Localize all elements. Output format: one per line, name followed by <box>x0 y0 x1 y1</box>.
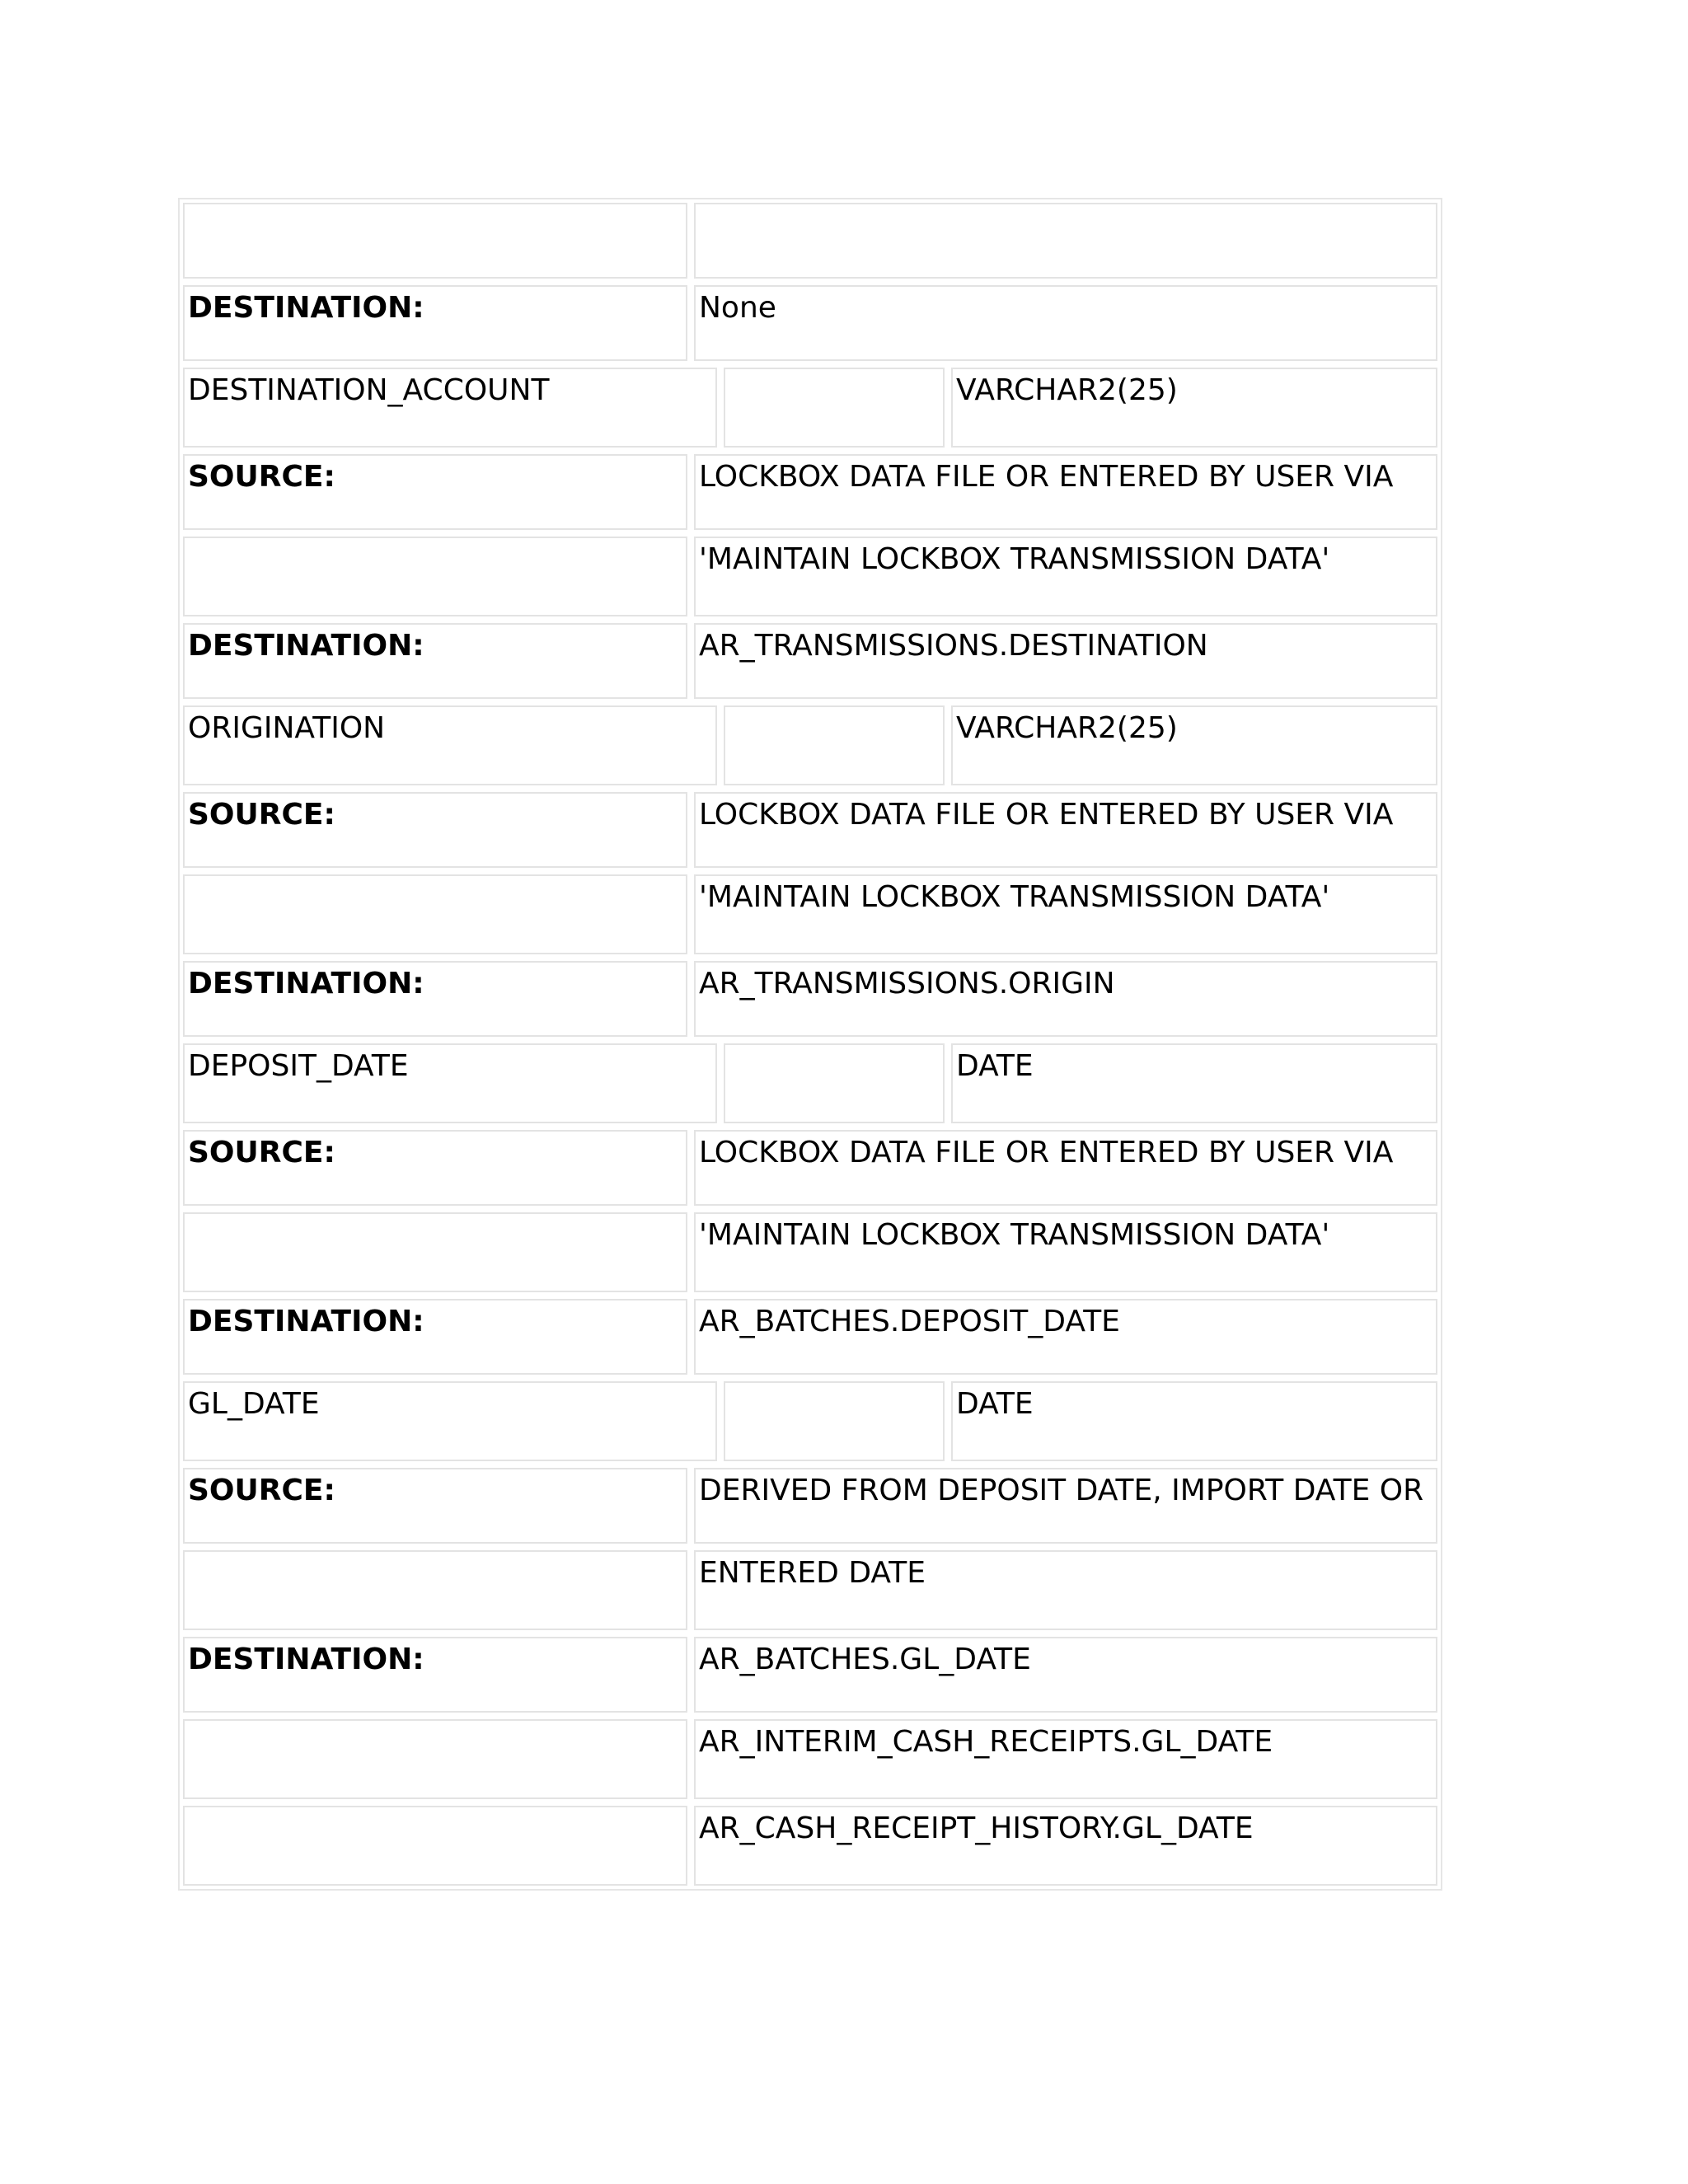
table-row <box>183 1130 1437 1206</box>
table-row <box>183 961 1437 1037</box>
row-label: DESTINATION: <box>183 1637 687 1713</box>
row-value: AR_TRANSMISSIONS.DESTINATION <box>694 623 1437 699</box>
row-label <box>183 1806 687 1886</box>
row-label: SOURCE: <box>183 1130 687 1206</box>
table-row <box>183 1806 1437 1886</box>
row-label: DESTINATION: <box>183 285 687 361</box>
field-spacer <box>724 1043 945 1123</box>
table-row <box>183 285 1437 361</box>
field-name: ORIGINATION <box>183 705 717 785</box>
table-row <box>183 1637 1437 1713</box>
field-row <box>183 368 1437 448</box>
row-value: 'MAINTAIN LOCKBOX TRANSMISSION DATA' <box>694 537 1437 616</box>
field-definition-table <box>178 198 1442 1891</box>
row-value: AR_CASH_RECEIPT_HISTORY.GL_DATE <box>694 1806 1437 1886</box>
field-datatype: DATE <box>951 1381 1437 1461</box>
field-spacer <box>724 368 945 448</box>
table-row <box>183 537 1437 616</box>
field-row <box>183 1043 1437 1123</box>
row-value: ENTERED DATE <box>694 1550 1437 1630</box>
table-row <box>183 1468 1437 1544</box>
row-label <box>183 1550 687 1630</box>
row-value: 'MAINTAIN LOCKBOX TRANSMISSION DATA' <box>694 874 1437 954</box>
row-value <box>694 203 1437 279</box>
field-datatype: VARCHAR2(25) <box>951 368 1437 448</box>
table-row <box>183 1212 1437 1292</box>
row-value: AR_TRANSMISSIONS.ORIGIN <box>694 961 1437 1037</box>
field-datatype: VARCHAR2(25) <box>951 705 1437 785</box>
row-value: None <box>694 285 1437 361</box>
row-label <box>183 1212 687 1292</box>
table-row <box>183 874 1437 954</box>
row-label <box>183 1719 687 1799</box>
row-label: DESTINATION: <box>183 961 687 1037</box>
row-label: DESTINATION: <box>183 623 687 699</box>
row-value: AR_BATCHES.GL_DATE <box>694 1637 1437 1713</box>
row-value: 'MAINTAIN LOCKBOX TRANSMISSION DATA' <box>694 1212 1437 1292</box>
row-value: LOCKBOX DATA FILE OR ENTERED BY USER VIA <box>694 1130 1437 1206</box>
table-row <box>183 1299 1437 1375</box>
table-row <box>183 1719 1437 1799</box>
table-row <box>183 203 1437 279</box>
field-name: DEPOSIT_DATE <box>183 1043 717 1123</box>
row-label <box>183 874 687 954</box>
row-label: DESTINATION: <box>183 1299 687 1375</box>
row-value: AR_INTERIM_CASH_RECEIPTS.GL_DATE <box>694 1719 1437 1799</box>
table-row <box>183 454 1437 530</box>
table-row <box>183 792 1437 868</box>
row-label: SOURCE: <box>183 1468 687 1544</box>
field-datatype: DATE <box>951 1043 1437 1123</box>
field-name: DESTINATION_ACCOUNT <box>183 368 717 448</box>
row-label <box>183 203 687 279</box>
row-label: SOURCE: <box>183 792 687 868</box>
row-label <box>183 537 687 616</box>
table-row <box>183 623 1437 699</box>
row-value: DERIVED FROM DEPOSIT DATE, IMPORT DATE OR <box>694 1468 1437 1544</box>
row-value: AR_BATCHES.DEPOSIT_DATE <box>694 1299 1437 1375</box>
field-name: GL_DATE <box>183 1381 717 1461</box>
row-label: SOURCE: <box>183 454 687 530</box>
field-spacer <box>724 705 945 785</box>
field-spacer <box>724 1381 945 1461</box>
row-value: LOCKBOX DATA FILE OR ENTERED BY USER VIA <box>694 454 1437 530</box>
field-row <box>183 705 1437 785</box>
table-row <box>183 1550 1437 1630</box>
field-row <box>183 1381 1437 1461</box>
row-value: LOCKBOX DATA FILE OR ENTERED BY USER VIA <box>694 792 1437 868</box>
